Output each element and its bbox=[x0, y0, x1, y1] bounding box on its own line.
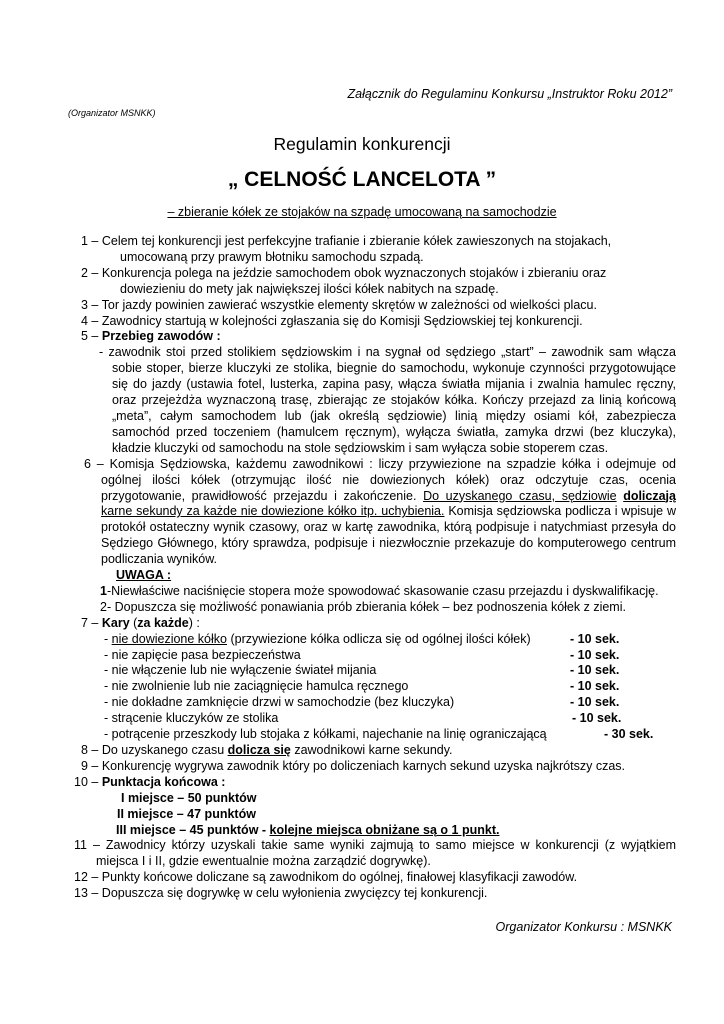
page-title: Regulamin konkurencji bbox=[273, 134, 451, 154]
penalty-row: - nie dowiezione kółko (przywiezione kółka odlicza się od ogólnej ilości kółek) - 10 sek. bbox=[104, 631, 620, 646]
rule-1: 1 – Celem tej konkurencji jest perfekcyjne trafianie i zbieranie kółek zawieszonych na stojakach, bbox=[81, 234, 612, 248]
penalty-row: - nie zwolnienie lub nie zaciągnięcie hamulca ręcznego - 10 sek. bbox=[104, 679, 620, 694]
penalty-row: - strącenie kluczyków ze stolika - 10 sek. bbox=[104, 711, 622, 726]
rule-6: 6 – Komisja Sędziowska, każdemu zawodnikowi : liczy przywiezione na szpadzie kółka i odejmuje od ogólnej ilości kółek (otrzymując ilość nie dowiezionych kółek) oraz odczytuje czas, ocenia przygotowanie, prawidłowość przejazdu i zakończenie. Do uzyskanego czasu, sędziowie doliczają karne sekundy za każde nie dowiezione kółko itp. uchybienia. Komisja sędziowska podlicza i wpisuje w protokół ostateczny wynik czasowy, oraz w kartę zawodnika, którą podpisuje i natychmiast przesyła do Sędziego Głównego, który sprawdza, podpisuje i niezwłocznie przekazuje do komputerowego centrum podliczania wyników. bbox=[84, 456, 676, 567]
rule-1-cont: umocowaną przy prawym błotniku samochodu szpadą. bbox=[120, 249, 424, 264]
footer-organizer: Organizator Konkursu : MSNKK bbox=[495, 920, 672, 934]
penalty-row: - potrącenie przeszkody lub stojaka z kółkami, najechanie na linię ograniczającą - 30 sek. bbox=[104, 727, 654, 742]
rule-8: 8 – Do uzyskanego czasu dolicza się zawodnikowi karne sekundy. bbox=[81, 743, 453, 757]
rule-2-cont: dowiezieniu do mety jak największej ilości kółek nabitych na szpadę. bbox=[120, 281, 499, 296]
competition-title: „ CELNOŚĆ LANCELOTA ” bbox=[227, 168, 497, 191]
penalty-row: - nie włączenie lub nie wyłączenie świateł mijania - 10 sek. bbox=[104, 663, 620, 678]
rules-body bbox=[66, 234, 676, 902]
note-1: 1-Niewłaściwe naciśnięcie stopera może spowodować skasowanie czasu przejazdu i dyskwalifikację. bbox=[100, 583, 659, 598]
penalty-row: - nie zapięcie pasa bezpieczeństwa - 10 sek. bbox=[104, 647, 620, 662]
rule-12: 12 – Punkty końcowe doliczane są zawodnikom do ogólnej, finałowej klasyfikacji zawodów. bbox=[74, 870, 578, 885]
organizer-note: (Organizator MSNKK) bbox=[68, 108, 156, 118]
annex-note: Załącznik do Regulaminu Konkursu „Instruktor Roku 2012” bbox=[347, 87, 672, 101]
rule-4: 4 – Zawodnicy startują w kolejności zgłaszania się do Komisji Sędziowskiej tej konkurencji. bbox=[81, 313, 583, 328]
rule-10: 10 – Punktacja końcowa : bbox=[74, 774, 226, 789]
rule-2: 2 – Konkurencja polega na jeździe samochodem obok wyznaczonych stojaków i zbieraniu oraz bbox=[81, 265, 607, 280]
rule-7: 7 – Kary (za każde) : bbox=[81, 615, 200, 630]
rule-5-title: Przebieg zawodów : bbox=[101, 329, 221, 344]
place-1: I miejsce – 50 punktów bbox=[121, 790, 257, 805]
rule-3: 3 – Tor jazdy powinien zawierać wszystkie elementy skrętów w zależności od wielkości placu. bbox=[81, 297, 597, 312]
rule-5-text: - zawodnik stoi przed stolikiem sędziowskim i na sygnał od sędziego „start” – zawodnik sam włącza sobie stoper, bierze kluczyki ze stolika, biegnie do samochodu, wykonuje czynności przygotowujące się do jazdy (ustawia fotel, lusterka, zapina pasy, włącza światła mijania i zwalnia hamulec ręczny, oraz przejeżdża wyznaczoną trasę, zbierając ze stojaków kółka. Kończy przejazd za linią końcową „meta”, całym samochodem lub (jak określą sędziowie) linią między osiami kół, zabezpiecza samochód przed toczeniem (hamulcem ręcznym), wyłącza światła, zamyka drzwi (bez kluczyka), kładzie kluczyki od samochodu na stole sędziowskim i sam wyłącza sobie stoperem czas. bbox=[99, 345, 676, 455]
place-2: II miejsce – 47 punktów bbox=[117, 806, 256, 821]
uwaga-heading: UWAGA : bbox=[116, 568, 172, 583]
note-2: 2- Dopuszcza się możliwość ponawiania prób zbierania kółek – bez podnoszenia kółek z ziemi. bbox=[100, 599, 626, 614]
rule-11: 11 – Zawodnicy którzy uzyskali takie same wyniki zajmują to samo miejsce w konkurencji (z wyjątkiem miejsca I i II, gdzie ewentualnie można zarządzić dogrywkę). bbox=[74, 838, 676, 869]
rule-9: 9 – Konkurencję wygrywa zawodnik który po doliczeniach karnych sekund uzyska najkrótszy czas. bbox=[81, 758, 626, 773]
place-3: III miejsce – 45 punktów - kolejne miejsca obniżane są o 1 punkt. bbox=[116, 822, 500, 837]
rule-13: 13 – Dopuszcza się dogrywkę w celu wyłonienia zwycięzcy tej konkurencji. bbox=[74, 886, 488, 901]
competition-subtitle: – zbieranie kółek ze stojaków na szpadę umocowaną na samochodzie bbox=[167, 205, 557, 219]
rule-5: 5 – Przebieg zawodów : bbox=[81, 329, 221, 344]
penalty-row: - nie dokładne zamknięcie drzwi w samochodzie (bez kluczyka) - 10 sek. bbox=[104, 695, 620, 710]
